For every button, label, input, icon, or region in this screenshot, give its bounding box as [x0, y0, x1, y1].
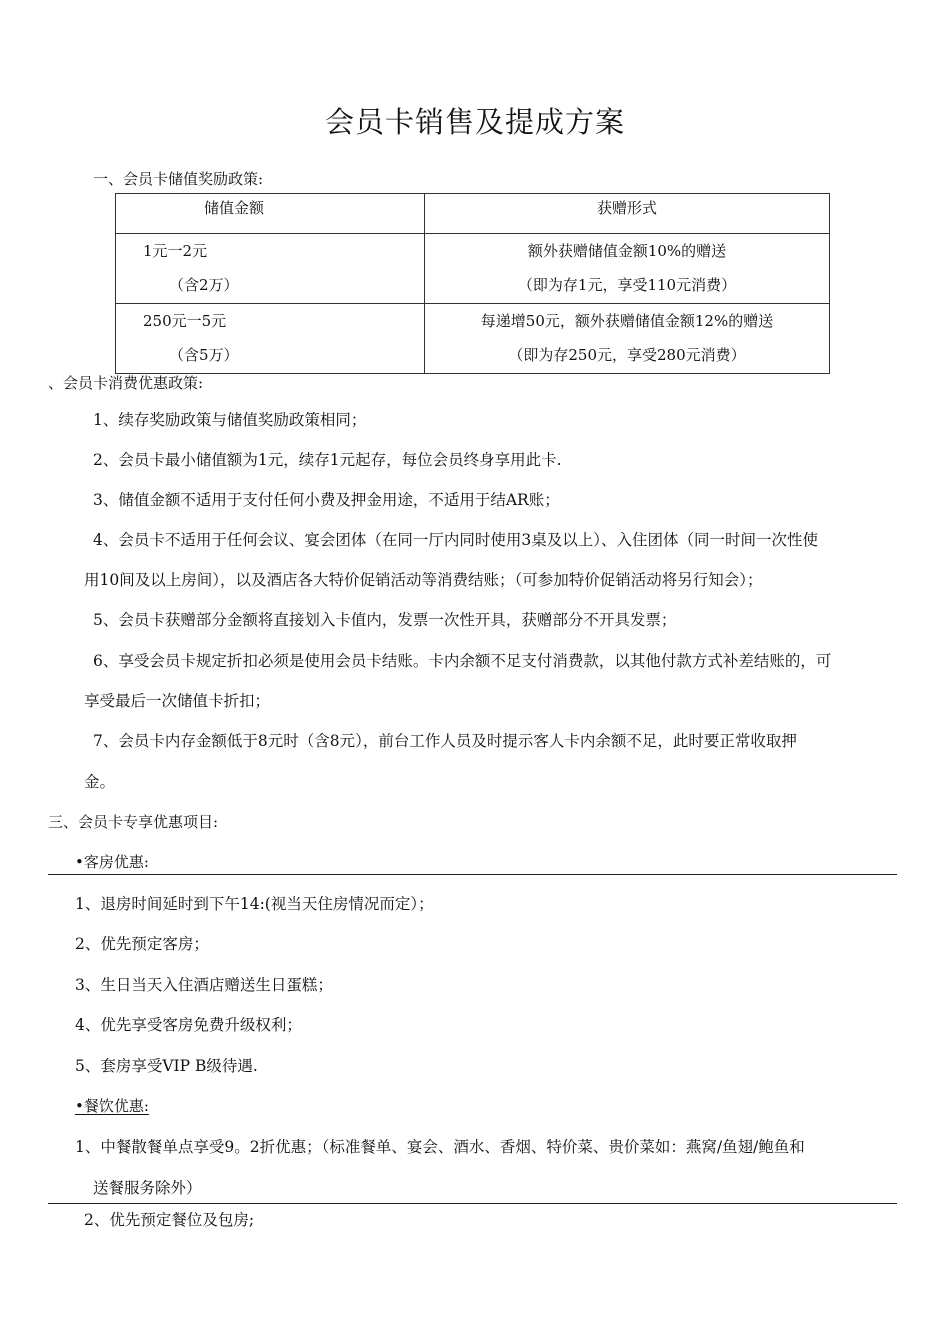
reward-policy-table [115, 193, 830, 374]
list-item-continued: 用10间及以上房间），以及酒店各大特价促销活动等消费结账；（可参加特价促销活动将另行知会）； [84, 571, 763, 589]
gift-cell [425, 234, 830, 304]
section3-heading: 三、会员卡专享优惠项目: [48, 813, 219, 831]
section2-heading: 、会员卡消费优惠政策: [48, 374, 204, 392]
table-row [116, 304, 830, 374]
list-item-continued: 送餐服务除外） [93, 1179, 202, 1197]
rooms-heading: •客房优惠: [75, 853, 149, 871]
amount-note: （含5万） [169, 346, 239, 364]
list-item: 6、享受会员卡规定折扣必须是使用会员卡结账。卡内余额不足支付消费款，以其他付款方式补差结账的，可 [93, 652, 832, 670]
list-item: 4、优先享受客房免费升级权利； [75, 1016, 302, 1034]
list-item: 1、退房时间延时到下午14:(视当天住房情况而定）； [75, 895, 434, 913]
list-item-continued: 金。 [84, 773, 116, 791]
gift-note: （即为存250元，享受280元消费） [508, 346, 746, 364]
table-row [116, 234, 830, 304]
list-item: 1、续存奖励政策与储值奖励政策相同； [93, 411, 367, 429]
divider-line [48, 874, 897, 875]
gift-note: （即为存1元，享受110元消费） [517, 276, 737, 294]
page-title: 会员卡销售及提成方案 [324, 105, 625, 139]
list-item: 5、会员卡获赠部分金额将直接划入卡值内，发票一次性开具，获赠部分不开具发票； [93, 611, 677, 629]
list-item: 7、会员卡内存金额低于8元时（含8元），前台工作人员及时提示客人卡内余额不足，此时要正常收取押 [93, 732, 797, 750]
amount-text: 250元一5元 [143, 312, 227, 330]
list-item: 3、储值金额不适用于支付任何小费及押金用途，不适用于结AR账； [93, 491, 560, 509]
dining-heading: •餐饮优惠: [75, 1097, 149, 1115]
table-header-row [116, 194, 830, 234]
list-item: 3、生日当天入住酒店赠送生日蛋糕； [75, 976, 333, 994]
header-gift: 获赠形式 [425, 194, 830, 234]
amount-cell [116, 304, 425, 374]
gift-text: 每递增50元，额外获赠储值金额12%的赠送 [480, 312, 774, 330]
amount-text: 1元一2元 [143, 242, 208, 260]
gift-text: 额外获赠储值金额10%的赠送 [527, 242, 727, 260]
list-item: 2、优先预定客房； [75, 935, 209, 953]
gift-cell [425, 304, 830, 374]
list-item-continued: 享受最后一次储值卡折扣； [84, 692, 271, 710]
list-item: 2、优先预定餐位及包房; [84, 1211, 255, 1229]
section1-heading: 一、会员卡储值奖励政策: [93, 170, 264, 188]
header-amount: 储值金额 [116, 194, 425, 234]
amount-cell [116, 234, 425, 304]
list-item: 5、套房享受VIP B级待遇. [75, 1057, 258, 1075]
list-item: 4、会员卡不适用于任何会议、宴会团体（在同一厅内同时使用3桌及以上）、入住团体（同一时间一次性使 [93, 531, 818, 549]
divider-line [48, 1203, 897, 1204]
list-item: 2、会员卡最小储值额为1元，续存1元起存，每位会员终身享用此卡. [93, 451, 562, 469]
amount-note: （含2万） [169, 276, 239, 294]
list-item: 1、中餐散餐单点享受9。2折优惠；（标准餐单、宴会、酒水、香烟、特价菜、贵价菜如：燕窝/鱼翅/鲍鱼和 [75, 1138, 805, 1156]
